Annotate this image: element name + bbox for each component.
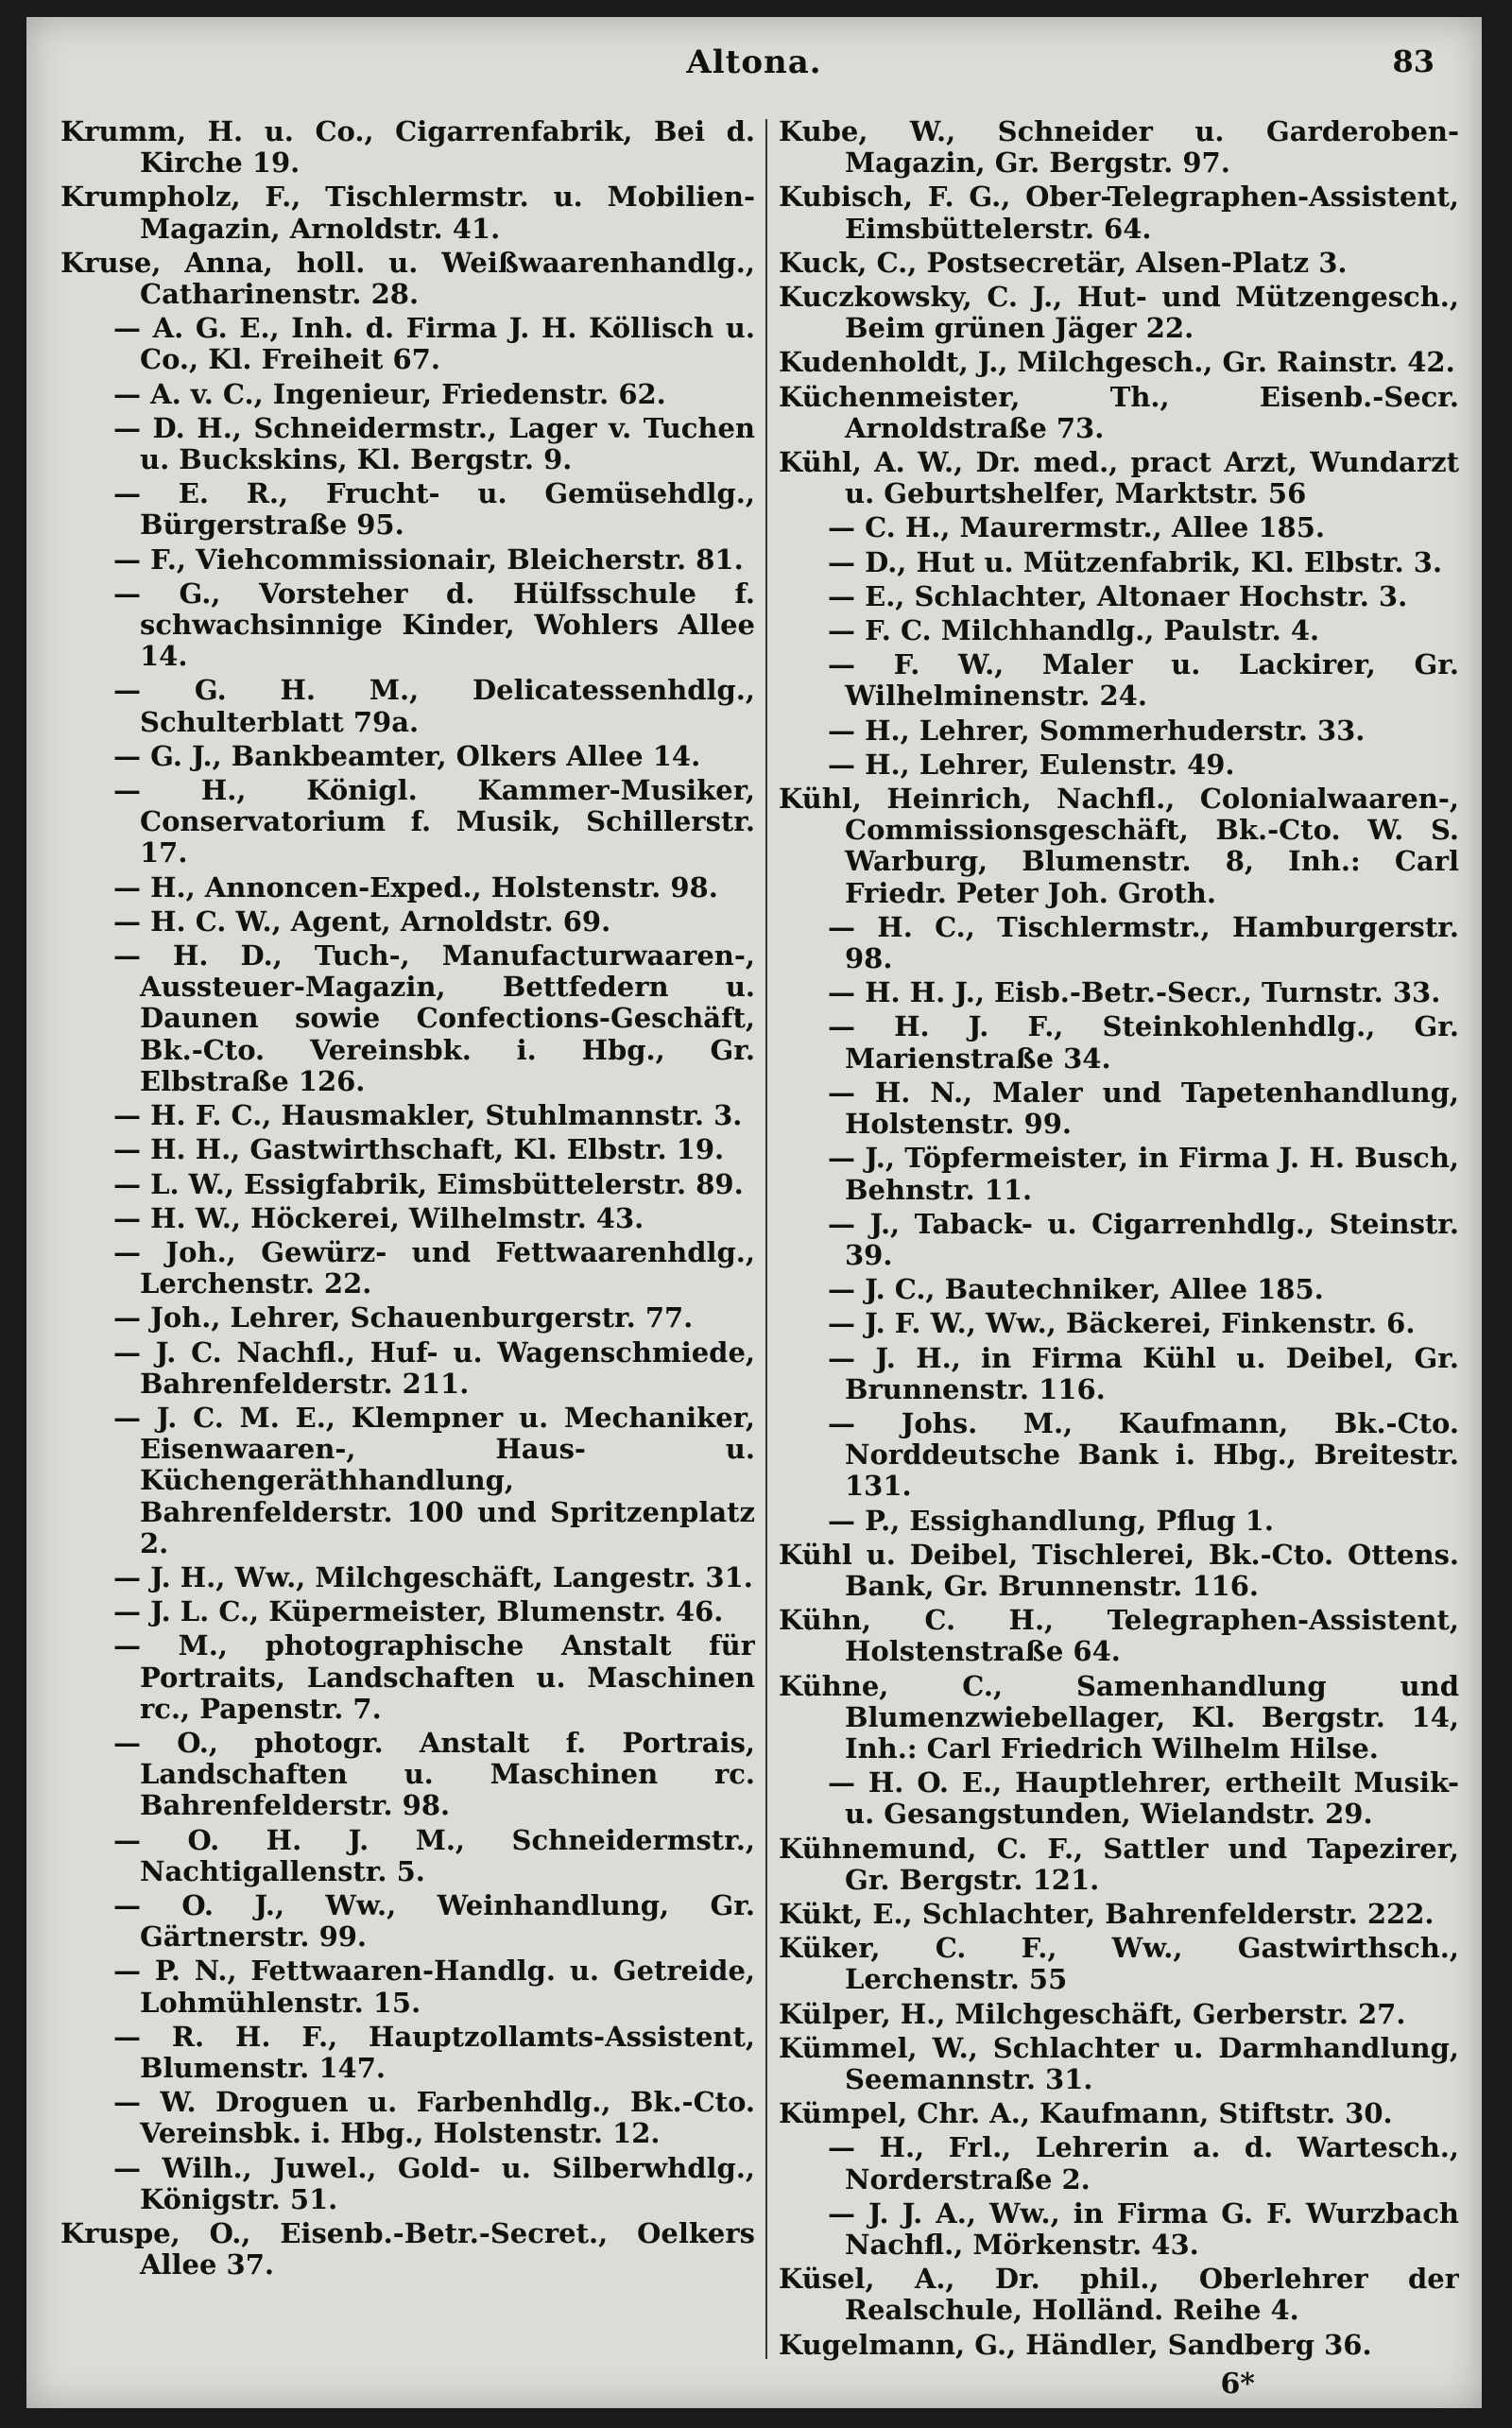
directory-subentry: — J. C., Bautechniker, Allee 185. <box>828 1273 1324 1306</box>
directory-subentry: — E. R., Frucht- u. Gemüsehdlg., Bürgerstraße 95. <box>113 477 755 542</box>
directory-subentry: — J. F. W., Ww., Bäckerei, Finkenstr. 6. <box>828 1307 1416 1340</box>
signature-mark: 6* <box>1220 2368 1255 2401</box>
directory-subentry: — D. H., Schneidermstr., Lager v. Tuchen u. Buckskins, Kl. Bergstr. 9. <box>113 411 755 476</box>
left-column <box>60 116 755 2366</box>
directory-subentry: — P., Essighandlung, Pflug 1. <box>828 1504 1274 1537</box>
directory-subentry: — J. H., in Firma Kühl u. Deibel, Gr. Brunnenstr. 116. <box>828 1341 1459 1405</box>
directory-entry: Kubisch, F. G., Ober-Telegraphen-Assistent, Eimsbüttelerstr. 64. <box>779 181 1459 245</box>
directory-page <box>26 17 1482 2408</box>
directory-entry: Küchenmeister, Th., Eisenb.-Secr. Arnoldstraße 73. <box>779 380 1459 444</box>
directory-entry: Kube, W., Schneider u. Garderoben-Magazin, Gr. Bergstr. 97. <box>779 116 1459 180</box>
directory-subentry: — A. v. C., Ingenieur, Friedenstr. 62. <box>113 377 666 410</box>
directory-subentry: — R. H. F., Hauptzollamts-Assistent, Blumenstr. 147. <box>113 2020 755 2084</box>
directory-subentry: — L. W., Essigfabrik, Eimsbüttelerstr. 89. <box>113 1167 744 1200</box>
column-divider <box>765 119 767 2359</box>
directory-subentry: — H. D., Tuch-, Manufacturwaaren-, Aussteuer-Magazin, Bettfedern u. Daunen sowie Confections-Geschäft, Bk.-Cto. Vereinsbk. i. Hbg., Gr. Elbstraße 126. <box>113 939 755 1097</box>
directory-subentry: — P. N., Fettwaaren-Handlg. u. Getreide, Lohmühlenstr. 15. <box>113 1954 755 2019</box>
directory-subentry: — H. O. E., Hauptlehrer, ertheilt Musik- u. Gesangstunden, Wielandstr. 29. <box>828 1766 1459 1831</box>
directory-subentry: — H., Königl. Kammer-Musiker, Conservatorium f. Musik, Schillerstr. 17. <box>113 774 755 870</box>
directory-entry: Kudenholdt, J., Milchgesch., Gr. Rainstr. 42. <box>779 346 1455 379</box>
directory-subentry: — F., Viehcommissionair, Bleicherstr. 81. <box>113 542 744 576</box>
directory-subentry: — H. C. W., Agent, Arnoldstr. 69. <box>113 904 611 938</box>
directory-entry: Krumm, H. u. Co., Cigarrenfabrik, Bei d. Kirche 19. <box>60 116 755 180</box>
directory-subentry: — F. W., Maler u. Lackirer, Gr. Wilhelminenstr. 24. <box>828 648 1459 713</box>
directory-entry: Kühl, Heinrich, Nachfl., Colonialwaaren-, Commissionsgeschäft, Bk.-Cto. W. S. Warburg, Blumenstr. 8, Inh.: Carl Friedr. Peter Joh. Groth. <box>779 783 1459 909</box>
directory-subentry: — G. H. M., Delicatessenhdlg., Schulterblatt 79a. <box>113 674 755 738</box>
directory-subentry: — Joh., Lehrer, Schauenburgerstr. 77. <box>113 1301 694 1335</box>
running-title: Altona. <box>686 43 822 81</box>
directory-subentry: — H. C., Tischlermstr., Hamburgerstr. 98. <box>828 910 1459 975</box>
directory-subentry: — J. L. C., Küpermeister, Blumenstr. 46. <box>113 1595 724 1628</box>
directory-subentry: — J. H., Ww., Milchgeschäft, Langestr. 31. <box>113 1560 753 1593</box>
directory-subentry: — A. G. E., Inh. d. Firma J. H. Köllisch u. Co., Kl. Freiheit 67. <box>113 312 755 376</box>
directory-subentry: — H. H. J., Eisb.-Betr.-Secr., Turnstr. 33. <box>828 976 1441 1009</box>
directory-subentry: — H. W., Höckerei, Wilhelmstr. 43. <box>113 1201 644 1234</box>
directory-entry: Küsel, A., Dr. phil., Oberlehrer der Realschule, Holländ. Reihe 4. <box>779 2263 1459 2327</box>
page-number: 83 <box>1392 43 1435 79</box>
directory-subentry: — H. J. F., Steinkohlenhdlg., Gr. Marienstraße 34. <box>828 1010 1459 1075</box>
directory-entry: Kühne, C., Samenhandlung und Blumenzwiebellager, Kl. Bergstr. 14, Inh.: Carl Friedrich Wilhelm Hilse. <box>779 1669 1459 1765</box>
directory-subentry: — H., Lehrer, Eulenstr. 49. <box>828 748 1235 781</box>
directory-subentry: — W. Droguen u. Farbenhdlg., Bk.-Cto. Vereinsbk. i. Hbg., Holstenstr. 12. <box>113 2086 755 2150</box>
directory-subentry: — O. H. J. M., Schneidermstr., Nachtigallenstr. 5. <box>113 1823 755 1887</box>
directory-subentry: — J., Taback- u. Cigarrenhdlg., Steinstr. 39. <box>828 1207 1459 1271</box>
directory-subentry: — G., Vorsteher d. Hülfsschule f. schwachsinnige Kinder, Wohlers Allee 14. <box>113 577 755 673</box>
directory-subentry: — H. H., Gastwirthschaft, Kl. Elbstr. 19. <box>113 1133 725 1166</box>
directory-entry: Kühl, A. W., Dr. med., pract Arzt, Wundarzt u. Geburtshelfer, Marktstr. 56 <box>779 446 1459 510</box>
directory-subentry: — J. J. A., Ww., in Firma G. F. Wurzbach Nachfl., Mörkenstr. 43. <box>828 2196 1459 2261</box>
directory-entry: Kühn, C. H., Telegraphen-Assistent, Holstenstraße 64. <box>779 1604 1459 1668</box>
directory-subentry: — J. C. M. E., Klempner u. Mechaniker, Eisenwaaren-, Haus- u. Küchengeräthhandlung, Bahrenfelderstr. 100 und Spritzenplatz 2. <box>113 1401 755 1559</box>
directory-subentry: — D., Hut u. Mützenfabrik, Kl. Elbstr. 3. <box>828 545 1443 578</box>
directory-subentry: — M., photographische Anstalt für Portraits, Landschaften u. Maschinen rc., Papenstr. 7. <box>113 1629 755 1725</box>
directory-entry: Kühnemund, C. F., Sattler und Tapezirer, Gr. Bergstr. 121. <box>779 1832 1459 1896</box>
directory-entry: Kuczkowsky, C. J., Hut- und Mützengesch., Beim grünen Jäger 22. <box>779 281 1459 345</box>
page-header <box>26 43 1482 100</box>
directory-entry: Kruspe, O., Eisenb.-Betr.-Secret., Oelkers Allee 37. <box>60 2217 755 2282</box>
directory-entry: Kuck, C., Postsecretär, Alsen-Platz 3. <box>779 246 1348 279</box>
directory-subentry: — F. C. Milchhandlg., Paulstr. 4. <box>828 614 1320 647</box>
directory-entry: Kugelmann, G., Händler, Sandberg 36. <box>779 2328 1372 2361</box>
directory-entry: Kühl u. Deibel, Tischlerei, Bk.-Cto. Ottens. Bank, Gr. Brunnenstr. 116. <box>779 1538 1459 1602</box>
directory-subentry: — H. N., Maler und Tapetenhandlung, Holstenstr. 99. <box>828 1076 1459 1141</box>
directory-entry: Küker, C. F., Ww., Gastwirthsch., Lerchenstr. 55 <box>779 1932 1459 1996</box>
directory-subentry: — E., Schlachter, Altonaer Hochstr. 3. <box>828 579 1408 612</box>
directory-subentry: — Wilh., Juwel., Gold- u. Silberwhdlg., Königstr. 51. <box>113 2151 755 2215</box>
directory-subentry: — O., photogr. Anstalt f. Portrais, Landschaften u. Maschinen rc. Bahrenfelderstr. 98. <box>113 1726 755 1822</box>
directory-subentry: — J. C. Nachfl., Huf- u. Wagenschmiede, Bahrenfelderstr. 211. <box>113 1335 755 1400</box>
right-column <box>779 116 1459 2366</box>
directory-subentry: — H. F. C., Hausmakler, Stuhlmannstr. 3. <box>113 1099 743 1132</box>
directory-subentry: — Johs. M., Kaufmann, Bk.-Cto. Norddeutsche Bank i. Hbg., Breitestr. 131. <box>828 1406 1459 1503</box>
directory-subentry: — O. J., Ww., Weinhandlung, Gr. Gärtnerstr. 99. <box>113 1888 755 1954</box>
directory-entry: Kruse, Anna, holl. u. Weißwaarenhandlg., Catharinenstr. 28. <box>60 246 755 311</box>
directory-subentry: — H., Frl., Lehrerin a. d. Wartesch., Norderstraße 2. <box>828 2131 1459 2196</box>
directory-subentry: — G. J., Bankbeamter, Olkers Allee 14. <box>113 739 701 772</box>
directory-subentry: — C. H., Maurermstr., Allee 185. <box>828 511 1326 544</box>
directory-entry: Kümmel, W., Schlachter u. Darmhandlung, Seemannstr. 31. <box>779 2031 1459 2095</box>
directory-entry: Külper, H., Milchgeschäft, Gerberstr. 27. <box>779 1997 1406 2030</box>
directory-subentry: — H., Annoncen-Exped., Holstenstr. 98. <box>113 870 718 904</box>
directory-entry: Kükt, E., Schlachter, Bahrenfelderstr. 222. <box>779 1897 1435 1930</box>
directory-entry: Krumpholz, F., Tischlermstr. u. Mobilien-Magazin, Arnoldstr. 41. <box>60 181 755 245</box>
directory-subentry: — H., Lehrer, Sommerhuderstr. 33. <box>828 714 1366 747</box>
directory-entry: Kümpel, Chr. A., Kaufmann, Stiftstr. 30. <box>779 2097 1393 2130</box>
directory-subentry: — J., Töpfermeister, in Firma J. H. Busch, Behnstr. 11. <box>828 1142 1459 1206</box>
directory-subentry: — Joh., Gewürz- und Fettwaarenhdlg., Lerchenstr. 22. <box>113 1235 755 1300</box>
